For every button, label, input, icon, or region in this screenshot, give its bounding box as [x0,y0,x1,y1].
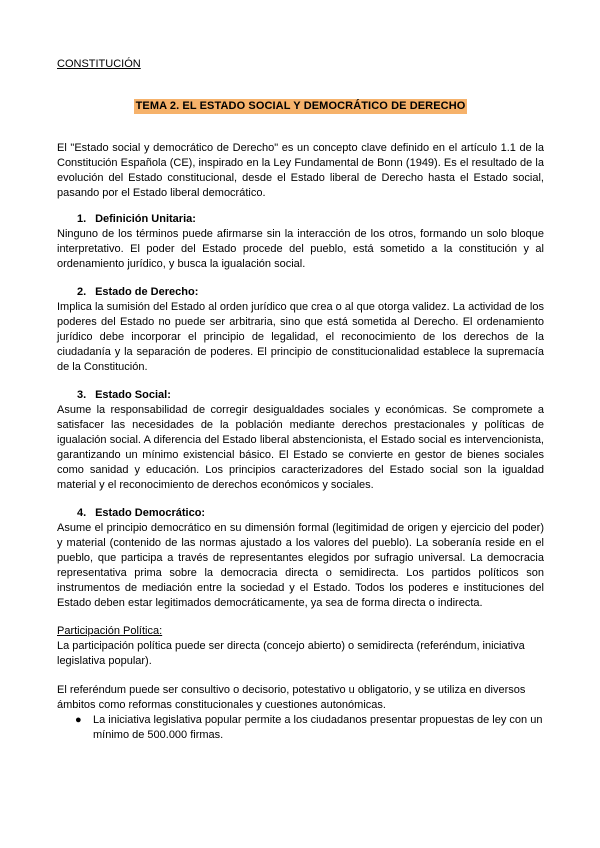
section-4-text: Asume el principio democrático en su dimensión formal (legitimidad de origen y ejercicio del poder) y material (contenido de las normas ajustado a los valores del pueblo). La soberanía reside en el pueblo, que participa a través de representantes elegidos por sufragio universal. La democracia representativa prima sobre la democracia directa o semidirecta. Los partidos políticos son instrumentos de mediación entre la sociedad y el Estado. Todos los poderes e instituciones del Estado deben estar legitimados democráticamente, ya sea de forma directa o indirecta. [57,522,544,609]
section-1-heading [77,212,196,227]
title-wrapper [57,99,544,114]
section-3-title: Estado Social: [95,389,171,401]
section-3-heading [77,388,171,403]
section-1-title: Definición Unitaria: [95,213,196,225]
participation-text: La participación política puede ser directa (concejo abierto) o semidirecta (referéndum, iniciativa legislativa popular). [57,640,525,667]
section-2-text: Implica la sumisión del Estado al orden jurídico que crea o al que otorga validez. La actividad de los poderes del Estado no puede ser arbitraria, sino que está sometida al Derecho. El ordenamiento jurídico debe incorporar el principio de legalidad, el reconocimiento de los derechos de la ciudadanía y la separación de poderes. El principio de constitucionalidad establece la supremacía de la Constitución. [57,301,544,373]
section-4-number: 4. [77,507,87,519]
section-2-heading [77,285,198,300]
section-2-number: 2. [77,286,87,298]
section-3-text: Asume la responsabilidad de corregir desigualdades sociales y económicas. Se compromete a satisfacer las necesidades de la población mediante derechos prestacionales y políticas de igualación social. A diferencia del Estado liberal abstencionista, el Estado social es intervencionista, garantizando un mínimo existencial básico. El Estado se convierte en gestor de bienes sociales como sanidad y educación. Los principios caracterizadores del Estado social son la igualdad material y el reconocimiento de derechos económicos y sociales. [57,404,544,491]
section-2-title: Estado de Derecho: [95,286,199,298]
list-item-text: La iniciativa legislativa popular permite a los ciudadanos presentar propuestas de ley con un mínimo de 500.000 firmas. [93,714,543,741]
section-1-text: Ninguno de los términos puede afirmarse sin la interacción de los otros, formando un solo bloque interpretativo. El poder del Estado procede del pueblo, está sometido a la constitución y al ordenamiento jurídico, y busca la igualación social. [57,228,544,270]
intro-paragraph: El "Estado social y democrático de Derecho" es un concepto clave definido en el artículo 1.1 de la Constitución Española (CE), inspirado en la Ley Fundamental de Bonn (1949). Es el resultado de la evolución del Estado constitucional, desde el Estado liberal de Derecho hasta el Estado social, pasando por el Estado liberal democrático. [57,142,544,199]
section-3-number: 3. [77,389,87,401]
bullet-icon: ● [75,714,82,726]
referendum-text: El referéndum puede ser consultivo o decisorio, potestativo u obligatorio, y se utiliza en diversos ámbitos como reformas constitucionales y cuestiones autonómicas. [57,684,526,711]
section-4-heading [77,506,205,521]
participation-heading: Participación Política: [57,625,163,637]
document-title: TEMA 2. EL ESTADO SOCIAL Y DEMOCRÁTICO DE DERECHO [135,100,466,112]
section-4-title: Estado Democrático: [95,507,206,519]
section-1-number: 1. [77,213,87,225]
document-header: CONSTITUCIÓN [57,58,141,70]
